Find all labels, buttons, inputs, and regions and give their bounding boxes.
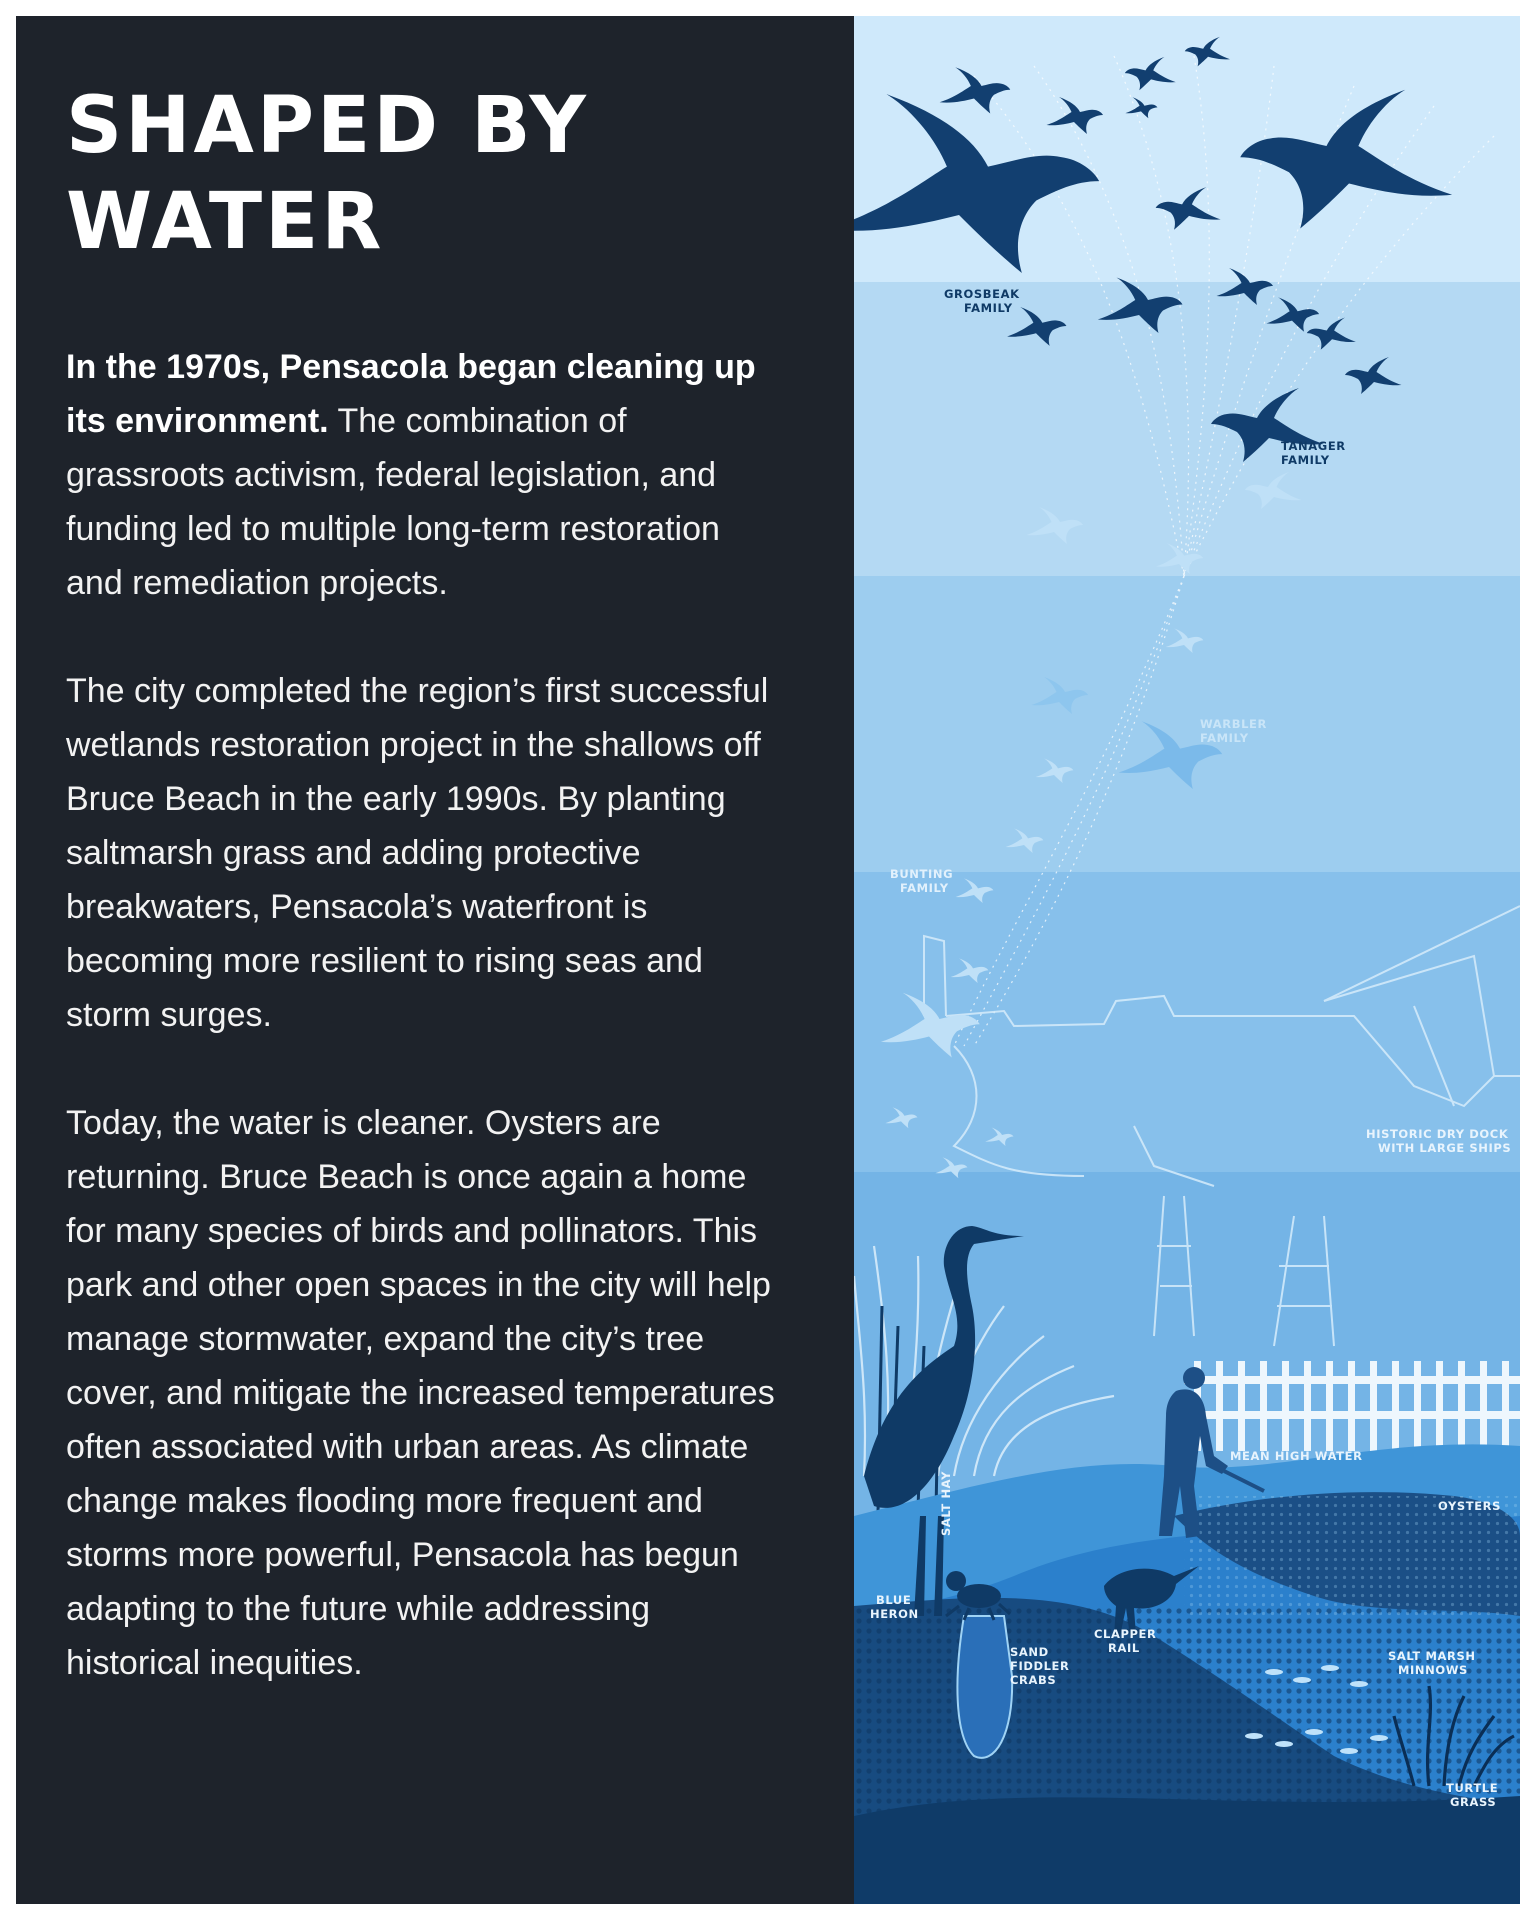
paragraph-1-lead: In the 1970s, Pensacola began cleaning up its environment. (66, 348, 756, 440)
ecosystem-illustration (854, 16, 1520, 1904)
paragraph-1-rest: The combination of grassroots activism, federal legislation, and funding led to multiple long-term restoration and remediation projects. (66, 402, 720, 602)
label-fiddler-2: FIDDLER (1010, 1659, 1070, 1673)
deep-water (854, 1796, 1520, 1904)
label-bunting-1: BUNTING (890, 867, 954, 881)
paragraph-1 (66, 340, 786, 610)
paragraph-2: The city completed the region’s first successful wetlands restoration project in the shallows off Bruce Beach in the early 1990s. By planting saltmarsh grass and adding protective breakwaters, Pensacola’s waterfront is becoming more resilient to rising seas and storm surges. (66, 672, 769, 1034)
label-blue-heron-1: BLUE (876, 1593, 912, 1607)
label-bunting-2: FAMILY (900, 881, 949, 895)
sky-band-3 (854, 576, 1520, 872)
crab-burrow (957, 1616, 1012, 1758)
label-warbler-2: FAMILY (1200, 731, 1249, 745)
label-fiddler-3: CRABS (1010, 1673, 1057, 1687)
label-clapper-rail-2: RAIL (1108, 1641, 1140, 1655)
label-blue-heron-2: HERON (870, 1607, 919, 1621)
label-dry-dock-2: WITH LARGE SHIPS (1378, 1141, 1512, 1155)
label-mean-high-water: MEAN HIGH WATER (1230, 1449, 1363, 1463)
title-line-1: SHAPED BY (66, 81, 589, 171)
label-warbler-1: WARBLER (1200, 717, 1267, 731)
label-dry-dock-1: HISTORIC DRY DOCK (1366, 1127, 1509, 1141)
label-grosbeak-1: GROSBEAK (944, 287, 1020, 301)
title-line-2: WATER (66, 177, 385, 267)
paragraph-3: Today, the water is cleaner. Oysters are returning. Bruce Beach is once again a home for many species of birds and pollinators. This park and other open spaces in the city will help manage stormwater, expand the city’s tree cover, and mitigate the increased temperatures often associated with urban areas. As climate change makes flooding more frequent and storms more powerful, Pensacola has begun adapting to the future while addressing historical inequities. (66, 1104, 775, 1682)
body-text (66, 340, 786, 1744)
label-clapper-rail-1: CLAPPER (1094, 1627, 1157, 1641)
label-tanager-1: TANAGER (1281, 439, 1346, 453)
label-grosbeak-2: FAMILY (964, 301, 1013, 315)
illustration-panel (854, 16, 1520, 1904)
page-title (66, 78, 786, 270)
label-minnows-2: MINNOWS (1398, 1663, 1468, 1677)
label-salt-hay: SALT HAY (939, 1470, 953, 1536)
label-oysters: OYSTERS (1438, 1499, 1502, 1513)
label-minnows-1: SALT MARSH (1388, 1649, 1476, 1663)
label-turtle-grass-1: TURTLE (1446, 1781, 1499, 1795)
label-fiddler-1: SAND (1010, 1645, 1049, 1659)
label-tanager-2: FAMILY (1281, 453, 1330, 467)
label-turtle-grass-2: GRASS (1450, 1795, 1497, 1809)
sky-band-2 (854, 282, 1520, 576)
